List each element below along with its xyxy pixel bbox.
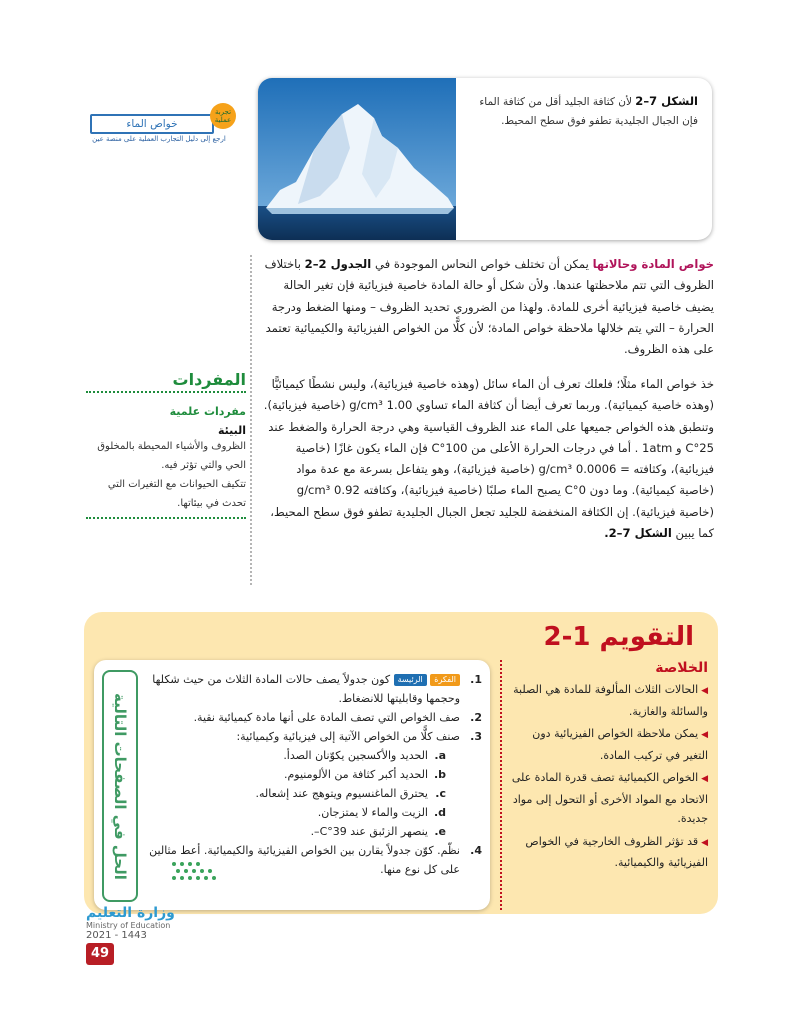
- vocabulary-subtitle: مفردات علمية: [169, 405, 246, 418]
- figure-caption-text: لأن كثافة الجليد أقل من كثافة الماء فإن الجبال الجليدية تطفو فوق سطح المحيط.: [479, 96, 698, 127]
- sub-question-d: [142, 803, 446, 822]
- sub-question-b: [142, 765, 446, 784]
- paragraph-1-part-b: باختلاف الظروف التي تتم ملاحظتها عندها. ولأن شكل أو حالة المادة خاصية فيزيائية فإن تغير الحالة يضيف خاصية فيزيائية أخرى للمادة. ولهذا من الضروري تحديد الظروف – ومنها الضغط ودرجة الحرارة – التي يتم خلالها ملاحظة خواص المادة؛ لأن كلًّا من الخواص الفيزيائية والكيميائية تعتمد على هذه الظروف.: [264, 257, 714, 357]
- summary-section: [508, 660, 708, 876]
- sub-question-text: الزيت والماء لا يمتزجان.: [317, 806, 428, 819]
- question-text: نظّم. كوّن جدولاً يقارن بين الخواص الفيزيائية والكيميائية. أعط مثالين على كل نوع منها.: [149, 844, 460, 876]
- bullet-icon: ◀: [698, 730, 708, 740]
- summary-item: [508, 680, 708, 721]
- paragraph-2: [262, 374, 714, 544]
- experiment-note: ارجع إلى دليل التجارب العملية على منصة عين: [92, 135, 226, 143]
- sub-question-a: [142, 746, 446, 765]
- summary-text: الخواص الكيميائية تصف قدرة المادة على الاتحاد مع المواد الأخرى أو التحول إلى مواد جديدة.: [511, 771, 708, 825]
- question-2: [142, 708, 482, 727]
- tag-idea: الفكرة: [430, 674, 460, 686]
- solution-label-box[interactable]: [102, 670, 138, 902]
- paragraph-1-part-a: يمكن أن تختلف خواص النحاس الموجودة في: [371, 257, 593, 271]
- sub-question-e: [142, 822, 446, 841]
- page-number: 49: [86, 943, 114, 965]
- summary-item: [508, 724, 708, 765]
- sub-question-text: الحديد أكبر كثافة من الألومنيوم.: [284, 768, 428, 781]
- sub-question-number: a.: [434, 749, 446, 762]
- summary-text: قد تؤثر الظروف الخارجية في الخواص الفيزيائية والكيميائية.: [525, 834, 708, 869]
- vocabulary-example: تتكيف الحيوانات مع التغيرات التي تحدث في بيئاتها.: [107, 479, 246, 509]
- ministry-name-en: Ministry of Education: [86, 921, 171, 930]
- question-3: [142, 727, 482, 746]
- sub-question-number: e.: [434, 825, 446, 838]
- vocabulary-title: المفردات: [86, 370, 246, 393]
- ministry-year: 2021 - 1443: [86, 930, 147, 941]
- figure-label: الشكل 7–2: [635, 94, 698, 108]
- experiment-label-2: عملية: [214, 116, 232, 124]
- summary-title: الخلاصة: [655, 660, 708, 676]
- summary-divider: [500, 660, 502, 910]
- question-number: 3.: [470, 730, 482, 743]
- bullet-icon: ◀: [698, 774, 708, 784]
- question-number: 2.: [470, 711, 482, 724]
- experiment-badge[interactable]: [86, 97, 236, 153]
- question-1: [142, 670, 482, 708]
- question-text: صف الخواص التي تصف المادة على أنها مادة كيميائية نقية.: [193, 711, 460, 724]
- figure-caption: [468, 92, 698, 131]
- figure-iceberg: [258, 78, 712, 240]
- sub-question-c: [142, 784, 446, 803]
- assessment-title: التقويم 1-2: [543, 622, 694, 652]
- ministry-logo: [86, 905, 236, 941]
- summary-text: الحالات الثلاث المألوفة للمادة هي الصلبة والسائلة والغازية.: [513, 683, 708, 718]
- experiment-label-1: تجربة: [214, 108, 232, 116]
- ministry-name-ar: وزارة التعليم: [86, 905, 175, 921]
- question-number: 1.: [470, 673, 482, 686]
- questions-card: [94, 660, 490, 910]
- sub-question-number: d.: [433, 806, 446, 819]
- experiment-title: خواص الماء: [90, 114, 214, 134]
- sub-question-text: ينصهر الزئبق عند 39°C–.: [310, 825, 428, 838]
- tag-main: الرئيسة: [394, 674, 427, 686]
- solution-label: الحل في الصفحات التالية: [111, 692, 129, 880]
- column-divider: [250, 255, 252, 585]
- figure-reference: الشكل 7–2.: [604, 526, 672, 541]
- sub-question-number: c.: [435, 787, 446, 800]
- question-number: 4.: [470, 844, 482, 857]
- summary-text: يمكن ملاحظة الخواص الفيزيائية دون التغير في تركيب المادة.: [532, 727, 708, 762]
- decorative-dots-icon: [168, 858, 238, 898]
- question-text: كون جدولاً يصف حالات المادة الثلاث من حيث شكلها وحجمها وقابليتها للانضغاط.: [152, 673, 460, 705]
- paragraph-2-part-a: خذ خواص الماء مثلًا؛ فلعلك تعرف أن الماء سائل (وهذه خاصية فيزيائية)، وليس نشطًا كيميائيًّا (وهذه خاصية كيميائية). وربما تعرف أيضا أن كثافة الماء تساوي 1.00 g/cm³ (خاصية فيزيائية). وتنطبق هذه الخواص جميعها على الماء عند الظروف القياسية وهي درجة الحرارة والضغط عند 25°C و 1atm . أما في درجات الحرارة الأعلى من 100°C فإن الماء يكون غازًا (خاصية فيزيائية)، وكثافته = 0.0006 g/cm³ (خاصية فيزيائية)، وهو يتفاعل بسرعة مع عدة مواد (خاصية كيميائية). وما دون 0°C يصبح الماء صلبًا (خاصية فيزيائية)، وكثافته 0.92 g/cm³ (خاصية فيزيائية). إن الكثافة المنخفضة للجليد تجعل الجبال الجليدية تطفو فوق سطح المحيط، كما يبين: [263, 377, 714, 541]
- experiment-circle-icon: [210, 103, 236, 129]
- bullet-icon: ◀: [698, 837, 708, 848]
- question-list: [142, 670, 482, 879]
- sub-question-text: يحترق الماغنسيوم ويتوهج عند إشعاله.: [255, 787, 428, 800]
- vocabulary-divider: [86, 517, 246, 519]
- paragraph-1: [262, 254, 714, 360]
- question-text: صنف كلًّا من الخواص الآتية إلى فيزيائية وكيميائية:: [236, 730, 460, 743]
- vocabulary-definition: الظروف والأشياء المحيطة بالمخلوق الحي والتي تؤثر فيه.: [97, 441, 246, 471]
- vocabulary-sidebar: [86, 370, 246, 519]
- vocabulary-term: البيئة: [217, 424, 246, 437]
- sub-question-number: b.: [433, 768, 446, 781]
- table-reference: الجدول 2–2: [304, 257, 372, 271]
- bullet-icon: ◀: [698, 686, 708, 696]
- sub-question-list: [142, 746, 482, 841]
- sub-question-text: الحديد والأكسجين يكوّنان الصدأ.: [283, 749, 428, 762]
- iceberg-photo: [258, 78, 456, 240]
- section-lead: خواص المادة وحالاتها: [592, 257, 714, 271]
- summary-item: [508, 768, 708, 829]
- summary-item: [508, 832, 708, 873]
